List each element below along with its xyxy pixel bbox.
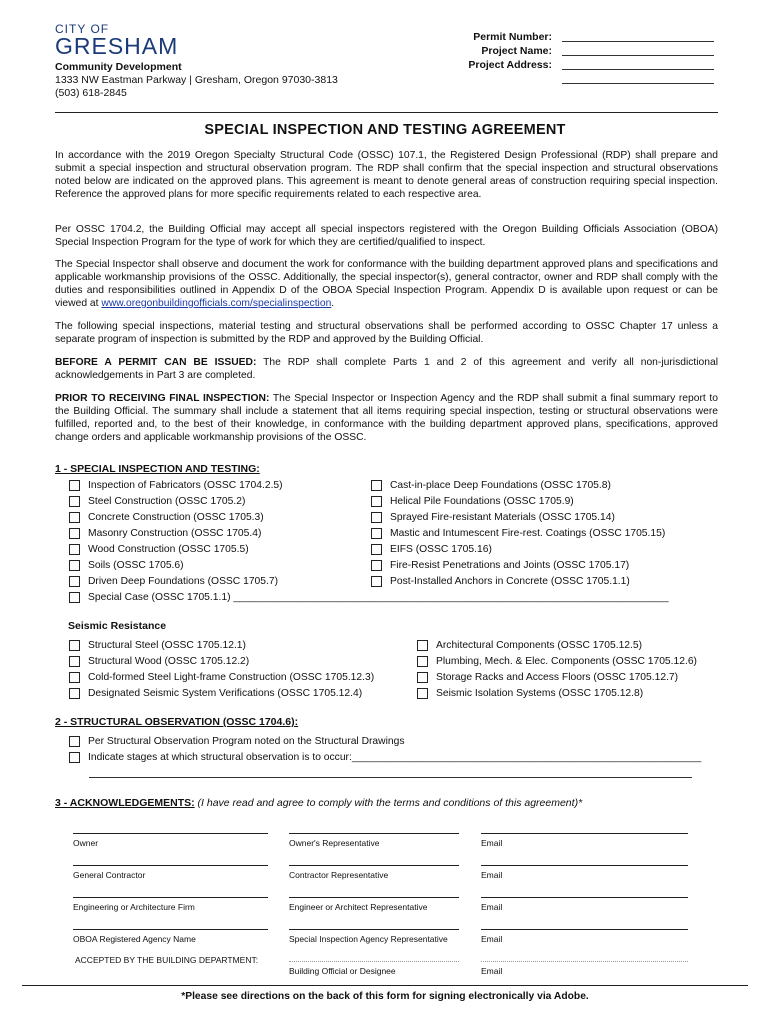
checkbox[interactable] — [69, 480, 80, 491]
checkbox-item[interactable]: Designated Seismic System Verifications (OSSC 1705.12.4) — [69, 686, 374, 702]
checkbox[interactable] — [371, 576, 382, 587]
firm-line[interactable] — [73, 897, 268, 898]
oboa-paragraph: Per OSSC 1704.2, the Building Official may accept all special inspectors registered with the Oregon Building Officials Association (OBOA) Special Inspection Program for the type of work for which they are certified/qualified to inspect. — [55, 224, 718, 248]
checkbox[interactable] — [371, 560, 382, 571]
agency-rep-line[interactable] — [289, 929, 459, 930]
checkbox[interactable] — [417, 688, 428, 699]
before-permit-paragraph: BEFORE A PERMIT CAN BE ISSUED: The RDP shall complete Parts 1 and 2 of this agreement and verify all non-jurisdictional acknowledgements in Part 3 are completed. — [55, 357, 718, 381]
checkbox[interactable] — [371, 496, 382, 507]
owner-line[interactable] — [73, 833, 268, 834]
contractor-rep-label: Contractor Representative — [289, 870, 389, 880]
department-info — [55, 61, 338, 100]
engineer-email-label: Email — [481, 902, 503, 912]
project-name-label: Project Name: — [481, 45, 552, 57]
permit-number-field[interactable] — [562, 31, 714, 42]
checkbox-item[interactable]: Masonry Construction (OSSC 1705.4) — [69, 526, 669, 542]
building-official-email-line[interactable] — [481, 961, 688, 962]
contractor-label: General Contractor — [73, 870, 146, 880]
checkbox-item[interactable]: Indicate stages at which structural observation is to occur:_____________________________________________________________ — [69, 750, 701, 766]
intro-paragraph: In accordance with the 2019 Oregon Specialty Structural Code (OSSC) 107.1, the Registered Design Professional (RDP) shall prepare and submit a special inspection and structural observation program. The RDP shall confirm that the special inspection and structural observations noted below are indicated on the approved plans. This agreement is meant to denote general areas of construction requiring special inspection. Reference the approved plans for more specific requirements related to each respective area. — [55, 150, 718, 200]
checkbox[interactable] — [371, 544, 382, 555]
checkbox-item[interactable]: Cold-formed Steel Light-frame Construction (OSSC 1705.12.3) — [69, 670, 374, 686]
seismic-right-list — [417, 638, 697, 702]
owner-rep-line[interactable] — [289, 833, 459, 834]
checkbox[interactable] — [371, 528, 382, 539]
checkbox-item[interactable]: Post-Installed Anchors in Concrete (OSSC 1705.1.1) — [371, 573, 665, 589]
checkbox-item[interactable]: Cast-in-place Deep Foundations (OSSC 1705.8) — [371, 478, 665, 494]
checkbox[interactable] — [371, 512, 382, 523]
page-title: SPECIAL INSPECTION AND TESTING AGREEMENT — [204, 122, 566, 138]
checkbox[interactable] — [371, 480, 382, 491]
checkbox-item[interactable]: Wood Construction (OSSC 1705.5) — [69, 542, 669, 558]
contractor-line[interactable] — [73, 865, 268, 866]
firm-label: Engineering or Architecture Firm — [73, 902, 195, 912]
permit-fields — [440, 31, 714, 87]
owner-email-line[interactable] — [481, 833, 688, 834]
part3-heading-row — [55, 797, 582, 809]
agency-email-label: Email — [481, 934, 503, 944]
owner-email-label: Email — [481, 838, 503, 848]
agency-line[interactable] — [73, 929, 268, 930]
checkbox-item[interactable]: Sprayed Fire-resistant Materials (OSSC 1705.14) — [371, 510, 665, 526]
checkbox-item[interactable]: Driven Deep Foundations (OSSC 1705.7) — [69, 573, 669, 589]
checkbox[interactable] — [417, 656, 428, 667]
checkbox[interactable] — [69, 688, 80, 699]
final-inspection-paragraph: PRIOR TO RECEIVING FINAL INSPECTION: The Special Inspector or Inspection Agency and the RDP shall submit a final summary report to the Building Official. The summary shall include a statement that all items requiring special inspection, testing or structural observations were fulfilled, reported and, to the best of their knowledge, in conformance with the building department approved plans, specifications, approved change orders and applicable workmanship provisions of the OSSC. — [55, 393, 718, 443]
checkbox-item[interactable]: Helical Pile Foundations (OSSC 1705.9) — [371, 494, 665, 510]
accepted-label: ACCEPTED BY THE BUILDING DEPARTMENT: — [75, 955, 259, 965]
engineer-rep-line[interactable] — [289, 897, 459, 898]
checkbox-item[interactable]: Mastic and Intumescent Fire-rest. Coatings (OSSC 1705.15) — [371, 526, 665, 542]
checkbox-item[interactable]: Steel Construction (OSSC 1705.2) — [69, 494, 669, 510]
checkbox[interactable] — [417, 640, 428, 651]
footer-divider — [22, 985, 748, 986]
checkbox[interactable] — [69, 528, 80, 539]
permit-number-label: Permit Number: — [473, 31, 552, 43]
checkbox[interactable] — [69, 496, 80, 507]
engineer-email-line[interactable] — [481, 897, 688, 898]
part2-heading: 2 - STRUCTURAL OBSERVATION (OSSC 1704.6): — [55, 716, 299, 728]
contractor-email-label: Email — [481, 870, 503, 880]
checkbox-item[interactable]: Seismic Isolation Systems (OSSC 1705.12.8) — [417, 686, 697, 702]
city-logo — [55, 22, 179, 59]
checkbox[interactable] — [69, 544, 80, 555]
checkbox-item[interactable]: Storage Racks and Access Floors (OSSC 1705.12.7) — [417, 670, 697, 686]
checkbox-item[interactable]: Inspection of Fabricators (OSSC 1704.2.5) — [69, 478, 669, 494]
part2-list — [69, 734, 701, 766]
engineer-rep-label: Engineer or Architect Representative — [289, 902, 428, 912]
building-official-line[interactable] — [289, 961, 459, 962]
project-address-label: Project Address: — [468, 59, 552, 71]
oboa-link[interactable]: www.oregonbuildingofficials.com/specialinspection — [101, 298, 332, 309]
checkbox[interactable] — [69, 512, 80, 523]
contractor-email-line[interactable] — [481, 865, 688, 866]
following-paragraph: The following special inspections, material testing and structural observations shall be performed according to OSSC Chapter 17 unless a separate program of inspection is submitted by the RDP and approved by the Building Official. — [55, 321, 718, 345]
contractor-rep-line[interactable] — [289, 865, 459, 866]
building-official-email-label: Email — [481, 966, 503, 976]
building-official-label: Building Official or Designee — [289, 966, 396, 976]
project-address-field-2[interactable] — [562, 73, 714, 84]
checkbox-item[interactable]: Concrete Construction (OSSC 1705.3) — [69, 510, 669, 526]
dept-title: Community Development — [55, 61, 182, 73]
project-address-field[interactable] — [562, 59, 714, 70]
checkbox-item[interactable]: Soils (OSSC 1705.6) — [69, 557, 669, 573]
checkbox[interactable] — [69, 752, 80, 763]
checkbox[interactable] — [69, 656, 80, 667]
footer-note: *Please see directions on the back of this form for signing electronically via Adobe. — [181, 991, 589, 1002]
agency-email-line[interactable] — [481, 929, 688, 930]
checkbox[interactable] — [417, 672, 428, 683]
checkbox-item[interactable]: Per Structural Observation Program noted on the Structural Drawings — [69, 734, 701, 750]
agency-label: OBOA Registered Agency Name — [73, 934, 196, 944]
dept-address: 1333 NW Eastman Parkway | Gresham, Oregon 97030-3813 — [55, 74, 338, 86]
checkbox[interactable] — [69, 736, 80, 747]
checkbox[interactable] — [69, 592, 80, 603]
dept-phone: (503) 618-2845 — [55, 87, 127, 99]
owner-rep-label: Owner's Representative — [289, 838, 380, 848]
seismic-left-list — [69, 638, 374, 702]
part1-right-list — [371, 478, 665, 589]
seismic-heading: Seismic Resistance — [68, 620, 167, 632]
project-name-field[interactable] — [562, 45, 714, 56]
checkbox-item[interactable]: Structural Wood (OSSC 1705.12.2) — [69, 654, 374, 670]
special-inspector-paragraph: The Special Inspector shall observe and document the work for conformance with the building department approved plans and specifications and applicable workmanship provisions of the OSSC. Additionally, the special inspector(s), general contractor, owner and RDP shall comply with the duties and responsibilities outlined in Appendix D of the OBOA Special Inspection Program. Appendix D is available upon request or can be viewed at www.oregonbuildingofficials.com/specialinspection. — [55, 259, 718, 309]
checkbox[interactable] — [69, 576, 80, 587]
observation-stages-line[interactable] — [89, 777, 692, 778]
checkbox[interactable] — [69, 560, 80, 571]
checkbox-item[interactable]: EIFS (OSSC 1705.16) — [371, 542, 665, 558]
part3-note: (I have read and agree to comply with the terms and conditions of this agreement)* — [194, 797, 583, 809]
checkbox-item[interactable]: Fire-Resist Penetrations and Joints (OSSC 1705.17) — [371, 557, 665, 573]
owner-label: Owner — [73, 838, 99, 848]
checkbox-item[interactable]: Special Case (OSSC 1705.1.1) ____________________________________________________________________________ — [69, 589, 669, 605]
logo-name: GRESHAM — [55, 33, 179, 59]
logo-city: CITY OF — [55, 22, 110, 36]
part3-heading: 3 - ACKNOWLEDGEMENTS: — [55, 797, 195, 809]
header-divider — [55, 112, 718, 113]
checkbox-item[interactable]: Plumbing, Mech. & Elec. Components (OSSC 1705.12.6) — [417, 654, 697, 670]
checkbox[interactable] — [69, 640, 80, 651]
checkbox[interactable] — [69, 672, 80, 683]
agency-rep-label: Special Inspection Agency Representative — [289, 934, 448, 944]
checkbox-item[interactable]: Structural Steel (OSSC 1705.12.1) — [69, 638, 374, 654]
checkbox-item[interactable]: Architectural Components (OSSC 1705.12.5) — [417, 638, 697, 654]
part1-heading: 1 - SPECIAL INSPECTION AND TESTING: — [55, 463, 260, 475]
